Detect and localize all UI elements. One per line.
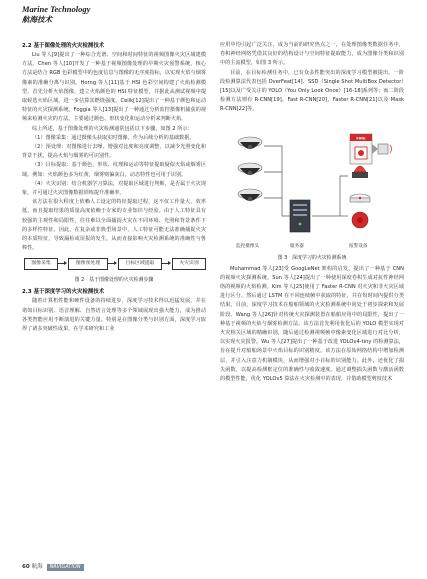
figure-3-caption: 图 3 深度学习的火灾检测系统 <box>277 254 347 261</box>
paragraph: 目前，在目标检测任务中，已有众多性能突出的深度学习模型被提出。一阶段检测算法代表包括 OverFeat[14]、SSD（Single Shot MultiBox Detector）[15]以及广受关注的 YOLO（You Only Look Once）[16-18]系列等；而二阶段检测方法则有 R-CNN[19]、Fast R-CNN[20]、Faster R-CNN[21]以及 Mask R-CNN[22]等。 <box>220 69 404 113</box>
paragraph: Liu 等人[9]提出了一种综合光谱、空间和时间特征的视频图像火灾区域建模方法。Chen 等人[10]开发了一种基于视频图像处理的早期火灾预警系统，核心方法是结合 RGB 色彩模型中的色度信息与图像的无序度指标，以实现火焰与烟雾像素的准确分离与识别。Horng 等人[11]基于 HSI 色彩空间构建了火焰检测模型，首先分析火焰图像，建立火焰颜色的 HSI 特征模型，并据此从测试视频中提取候选火焰区域，进一步估算其燃烧强度。Celik[12]提出了一种基于颜色和运动特征的火灾探测系统。Foggia 等人[13]提出了一种通过分析监控摄像机捕获的视频来检测火灾的方法，主要通过颜色、形状变化和运动分析来判断火焰。 <box>22 52 206 123</box>
fire-label: FIRE <box>356 135 366 141</box>
camera-icon <box>238 189 262 201</box>
connector-line <box>312 176 348 216</box>
alarm-light-icon <box>352 166 368 178</box>
flow-box-target-extraction: 目标区域提取 <box>118 258 162 270</box>
figure-3-system-diagram <box>220 116 404 254</box>
figure-2-caption: 图 2 基于图像处理的火灾检测步骤 <box>74 277 154 284</box>
list-item: （2）预处理：对图像进行去噪、增强对比度和亮度调整，以减少光照变化和背景干扰，提高火焰与烟雾的可识别性。 <box>22 144 206 160</box>
flow-box-preprocessing: 图像预处理 <box>68 258 108 270</box>
server-label: 服务器 <box>290 243 304 249</box>
journal-title-en: Marine Technology <box>22 4 91 14</box>
alarm-equipment-label: 报警设备 <box>349 243 368 249</box>
right-column <box>220 41 404 384</box>
flow-box-fire-recognition: 火灾识别 <box>172 258 206 270</box>
paragraph: 综上所述，基于图像处理的火灾检测通常包括以下步骤，如图 2 所示： <box>32 125 193 132</box>
left-column <box>22 41 206 334</box>
siren-icon <box>372 144 392 154</box>
paragraph: Muhammad 等人[23]受 GoogLeNet 架构的启发，提出了一种基于 CNN 的视频火灾探测系统。Sun 等人[24]提出了一种使用深度卷积生成对抗性神经网络的视频的火焰检测。Kim 等人[25]使用了 Faster R-CNN 对火灾和非火灾区域进行区分。然后通过 LSTM 在不同连续帧中获取的特征，并在短时间内提供分类结果。目前，深度学习技术在船舶领域的火灾检测系统中尚处于初步探索和发展阶段。Wang 等人[26]针对传统火灾探测装置在船舶应用中的局限性，提出了一种基于视频的火焰与烟雾检测方法。该方法首先利用优化后的 YOLO 模型实现对火灾相关区域的精确识别，随后通过检测视频帧中像素变化区域进行对比分析，以实现火灾报警。Wu 等人[27]提出了一种基于改进 YOLOv4-tiny 的检测算法，旨在提升对船舶场景中火焰目标的识别精度。该方法在原始网络结构中增加检测层，并引入注意力机制模块，从而增强对小目标的识别能力。此外，还优化了损失函数，以提高检测框定位的准确性与收敛速度。通过调整损失函数与激活函数的模型性能，优化 YOLOv5 算法在火灾检测中的表现，并借助模型剪枝技术 <box>220 265 404 383</box>
footer-journal-en: NAVIGATION <box>47 564 84 571</box>
camera-icon <box>238 137 262 149</box>
flow-arrow <box>107 263 116 264</box>
footer-journal-cn: 航海 <box>31 564 43 570</box>
section-2-3-heading: 2.3 基于深度学习的火灾检测技术 <box>22 289 105 296</box>
paragraph: 应用中均引起广泛关注，成为当前的研究热点之一。在处理图像类数据任务中，卷积神经网络凭借其良好的结构设计与空间特征提取能力，成为图像分类和识别中的主流模型，如图 3 所示。 <box>220 42 404 67</box>
journal-title-cn: 航海技术 <box>22 15 52 24</box>
connector-line <box>264 146 290 216</box>
system-diagram-svg <box>220 116 404 244</box>
paragraph: 随着计算机性能和硬件设备的持续进步，深度学习技术得以迅猛发展，并在诸如目标识别、语音理解、自然语言处理等多个领域展现出强大能力，成为推动各类智能应用不断演进的关键力量。特别是在图像分类与识别方面，深度学习取得了诸多突破性成果，在学术研究和工业 <box>22 298 206 333</box>
list-item: （4）火灾识别：结合机器学习算法，对提取区域进行判断，是否属于火灾现象，并可通过火灾图像数据训练提升准确率。 <box>22 180 206 197</box>
smoke-detector-icon <box>350 194 370 202</box>
list-item: （1）图像采集：通过摄像头获取实时图像，作为后续分析的基础数据。 <box>32 134 195 141</box>
flow-box-image-acquisition: 图像采集 <box>24 258 58 270</box>
server-icon <box>290 200 310 232</box>
fire-detection-flow-diagram <box>22 256 206 274</box>
paragraph: 该方法在很大程度上依赖人工设定的特征提取过程，这不仅工作量大、效率低，而且提取结果的质量高度依赖于专家的专业知识与经验。由于人工特征具有较强的主观性和局限性，往往难以全面捕捉火灾在不同环境、光照和背景条件下的多样性特征。因此，在复杂或非典型场景中，人工特征可能无法准确捕捉火灾的本质特征，导致漏检或误报的发生，从而直接影响火灾检测系统的准确性与鲁棒性。 <box>22 199 206 252</box>
cameras-label: 监控摄像头 <box>236 243 260 249</box>
journal-header <box>22 4 90 25</box>
section-2-2-heading: 2.2 基于图像处理的火灾检测技术 <box>22 43 105 49</box>
alarm-bell-icon <box>352 212 368 228</box>
list-item: （3）目标提取：基于颜色、形状、纹理和运动等特征提取疑似火焰或烟雾区域。例如：火焰颜色多为红黄，烟雾则偏灰白，动态特性也可用于识别。 <box>22 162 206 178</box>
camera-icon <box>238 163 262 175</box>
flow-arrow <box>57 263 66 264</box>
page-number: 60 <box>22 564 30 570</box>
flow-arrow <box>161 263 170 264</box>
page-footer <box>22 562 84 571</box>
